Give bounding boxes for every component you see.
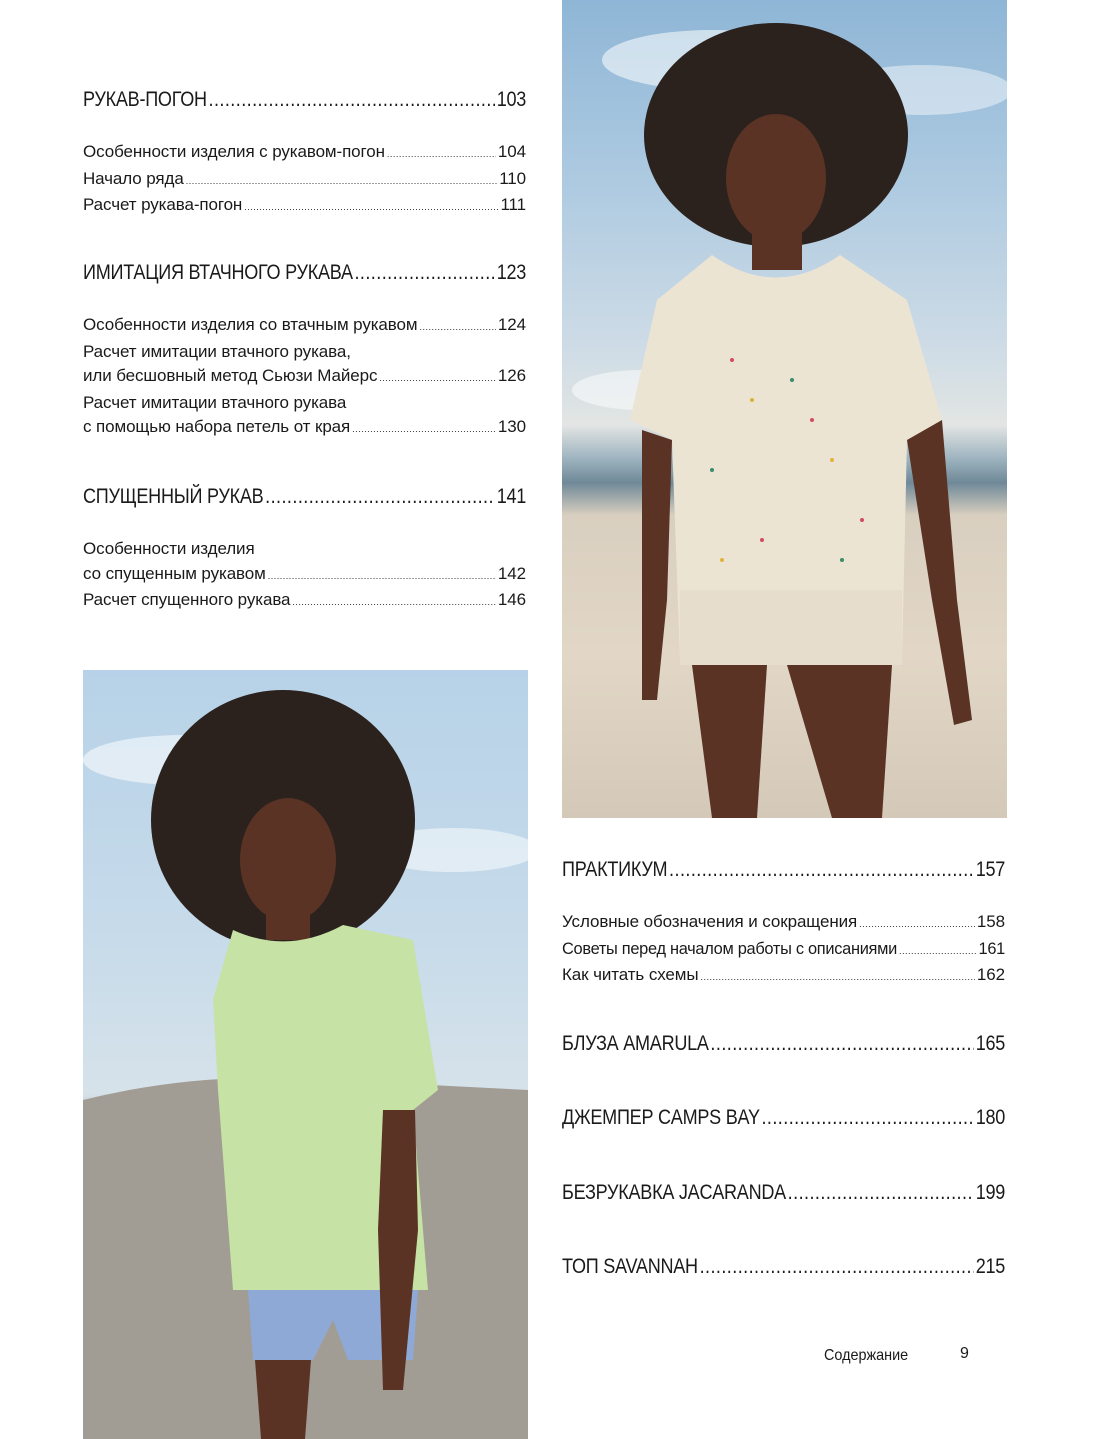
toc-heading[interactable] — [562, 1181, 1005, 1205]
leader-dots — [268, 562, 496, 589]
leader-dots — [379, 364, 496, 391]
leader-dots — [788, 1181, 974, 1205]
toc-section-3 — [83, 485, 526, 615]
toc-entry-page: 142 — [497, 563, 526, 583]
toc-entry-page: 146 — [497, 590, 526, 609]
leader-dots — [354, 261, 495, 285]
toc-entry-page: 162 — [976, 965, 1005, 984]
toc-entry-title: Как читать схемы — [562, 965, 699, 984]
toc-heading-page: 157 — [975, 858, 1006, 881]
toc-heading-title: ДЖЕМПЕР CAMPS BAY — [562, 1106, 760, 1129]
toc-heading-page: 103 — [496, 88, 527, 111]
toc-section-8 — [562, 1255, 1005, 1279]
toc-entry[interactable] — [562, 963, 1005, 990]
toc-section-2 — [83, 261, 526, 442]
toc-section-1 — [83, 88, 526, 220]
leader-dots — [292, 588, 496, 615]
toc-entry-page: 161 — [978, 939, 1005, 958]
toc-heading[interactable] — [83, 261, 526, 285]
toc-entry[interactable] — [83, 167, 526, 194]
toc-entry-line[interactable] — [83, 340, 526, 365]
toc-heading[interactable] — [83, 88, 526, 112]
page-number: 9 — [960, 1345, 969, 1362]
model-illustration — [562, 0, 1007, 818]
toc-entry-title-cont: со спущенным рукавом — [83, 563, 266, 583]
toc-entry[interactable] — [562, 910, 1005, 937]
toc-heading-page: 165 — [975, 1032, 1006, 1055]
toc-entry[interactable] — [83, 562, 526, 589]
toc-entry-page: 111 — [500, 195, 526, 214]
toc-section-6 — [562, 1106, 1005, 1130]
toc-entry[interactable] — [83, 415, 526, 442]
toc-entry-title: Условные обозначения и сокращения — [562, 912, 858, 931]
toc-entry-page: 130 — [497, 417, 526, 436]
toc-entry[interactable] — [562, 937, 1005, 964]
toc-entry[interactable] — [83, 140, 526, 167]
toc-heading[interactable] — [562, 1032, 1005, 1056]
toc-section-5 — [562, 1032, 1005, 1056]
toc-entry[interactable] — [83, 193, 526, 220]
toc-entry-line[interactable] — [83, 391, 526, 416]
leader-dots — [209, 88, 495, 112]
toc-entry-title: Расчет имитации втачного рукава, — [83, 341, 351, 361]
toc-entry[interactable] — [83, 364, 526, 391]
toc-heading-page: 141 — [496, 485, 527, 508]
leader-dots — [244, 193, 498, 220]
leader-dots — [710, 1032, 974, 1056]
leader-dots — [899, 937, 977, 964]
toc-heading-title: БЛУЗА AMARULA — [562, 1032, 709, 1055]
toc-heading[interactable] — [562, 1106, 1005, 1130]
leader-dots — [265, 485, 495, 509]
toc-entry-line[interactable] — [83, 537, 526, 562]
leader-dots — [186, 167, 497, 194]
leader-dots — [700, 1255, 974, 1279]
toc-entry-title: Расчет рукава-погон — [83, 195, 243, 214]
toc-entry-page: 124 — [497, 315, 526, 334]
toc-entry-title: Расчет спущенного рукава — [83, 590, 291, 609]
leader-dots — [761, 1106, 974, 1130]
toc-entry-title: Расчет имитации втачного рукава — [83, 392, 347, 412]
toc-entry[interactable] — [83, 588, 526, 615]
model-illustration — [83, 670, 528, 1439]
toc-entry-title: Начало ряда — [83, 168, 184, 188]
leader-dots — [352, 415, 496, 442]
toc-heading-page: 199 — [975, 1181, 1006, 1204]
toc-heading-page: 215 — [975, 1255, 1006, 1278]
toc-section-7 — [562, 1181, 1005, 1205]
leader-dots — [419, 313, 495, 340]
toc-entry-page: 104 — [497, 142, 526, 161]
toc-entry-title: Особенности изделия со втачным рукавом — [83, 315, 418, 334]
toc-heading[interactable] — [562, 1255, 1005, 1279]
toc-entry-title: Особенности изделия с рукавом-погон — [83, 142, 385, 161]
toc-entry-page: 126 — [497, 366, 526, 385]
toc-heading[interactable] — [562, 858, 1005, 882]
toc-heading-title: ПРАКТИКУМ — [562, 858, 668, 881]
toc-heading-title: РУКАВ-ПОГОН — [83, 88, 207, 111]
toc-heading-title: БЕЗРУКАВКА JACARANDA — [562, 1181, 786, 1204]
leader-dots — [859, 910, 975, 937]
toc-heading-title: СПУЩЕННЫЙ РУКАВ — [83, 485, 264, 508]
toc-heading-page: 123 — [496, 261, 527, 284]
toc-heading[interactable] — [83, 485, 526, 509]
toc-heading-title: ИМИТАЦИЯ ВТАЧНОГО РУКАВА — [83, 261, 353, 284]
leader-dots — [700, 963, 974, 990]
toc-entry-title-cont: или бесшовный метод Сьюзи Майерс — [83, 366, 378, 385]
toc-entry-title-cont: с помощью набора петель от края — [83, 417, 351, 436]
toc-heading-title: ТОП SAVANNAH — [562, 1255, 698, 1278]
leader-dots — [669, 858, 974, 882]
toc-entry-title: Особенности изделия — [83, 539, 255, 558]
model-photo-speckled-top — [562, 0, 1007, 818]
toc-entry-title: Советы перед началом работы с описаниями — [562, 939, 897, 958]
toc-heading-page: 180 — [975, 1106, 1006, 1129]
toc-entry[interactable] — [83, 313, 526, 340]
toc-entry-page: 110 — [499, 168, 526, 188]
running-footer-section: Содержание — [824, 1347, 909, 1364]
model-photo-green-sweater — [83, 670, 528, 1439]
toc-entry-page: 158 — [976, 912, 1005, 931]
toc-section-4 — [562, 858, 1005, 990]
leader-dots — [387, 140, 496, 167]
